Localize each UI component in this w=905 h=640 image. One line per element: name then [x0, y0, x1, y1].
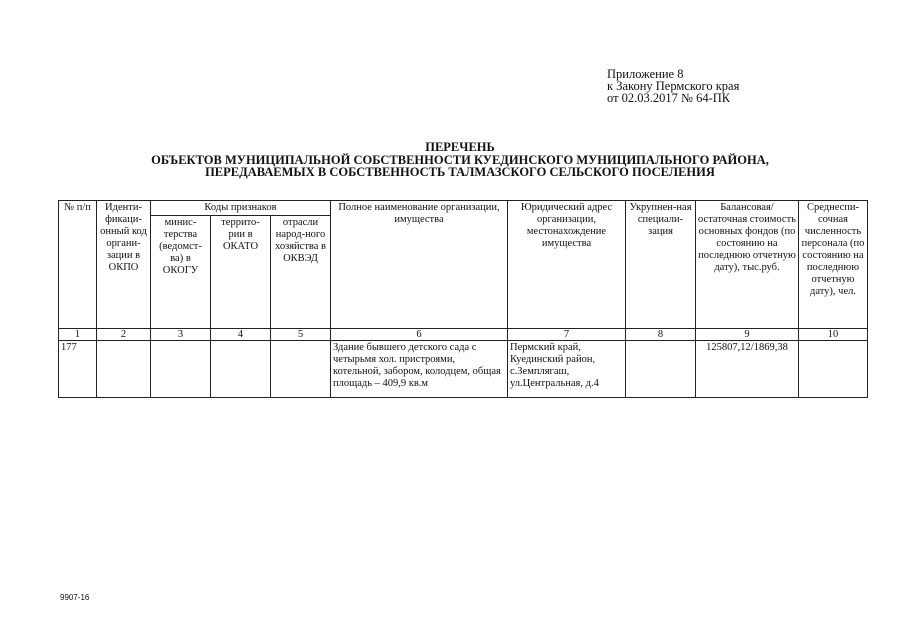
col-num-7: 7	[508, 329, 626, 341]
cell-okato	[211, 341, 271, 398]
header-specialization: Укрупнен-ная специали-зация	[626, 201, 696, 329]
cell-address: Пермский край, Куединский район, с.Земплягаш, ул.Центральная, д.4	[508, 341, 626, 398]
appendix-line-1: Приложение 8	[607, 67, 684, 81]
cell-name: Здание бывшего детского сада с четырьмя хол. пристроями, котельной, забором, колодцем, общая площадь – 409,9 кв.м	[331, 341, 508, 398]
header-okogu: минис-терства (ведомст-ва) в ОКОГУ	[151, 216, 211, 329]
col-num-10: 10	[799, 329, 868, 341]
appendix-line-3: от 02.03.2017 № 64-ПК	[607, 91, 731, 105]
header-name: Полное наименование организации, имущества	[331, 201, 508, 329]
cell-number: 177	[59, 341, 97, 398]
document-title	[60, 141, 860, 179]
cell-okpo	[97, 341, 151, 398]
property-table	[58, 200, 868, 398]
cell-okved	[271, 341, 331, 398]
col-num-2: 2	[97, 329, 151, 341]
header-okpo: Иденти-фикаци-онный код органи-зации в ОКПО	[97, 201, 151, 329]
table-row	[59, 341, 868, 398]
header-okato: террито-рии в ОКАТО	[211, 216, 271, 329]
header-row	[59, 201, 868, 216]
title-line-1: ПЕРЕЧЕНЬ	[425, 140, 495, 154]
col-num-5: 5	[271, 329, 331, 341]
col-num-6: 6	[331, 329, 508, 341]
col-num-3: 3	[151, 329, 211, 341]
column-number-row	[59, 329, 868, 341]
cell-staff	[799, 341, 868, 398]
col-num-9: 9	[696, 329, 799, 341]
title-line-3: ПЕРЕДАВАЕМЫХ В СОБСТВЕННОСТЬ ТАЛМАЗСКОГО СЕЛЬСКОГО ПОСЕЛЕНИЯ	[205, 165, 715, 179]
header-value: Балансовая/ остаточная стоимость основных фондов (по состоянию на последнюю отчетную дату), тыс.руб.	[696, 201, 799, 329]
title-line-2: ОБЪЕКТОВ МУНИЦИПАЛЬНОЙ СОБСТВЕННОСТИ КУЕДИНСКОГО МУНИЦИПАЛЬНОГО РАЙОНА,	[151, 152, 769, 167]
header-number: № п/п	[59, 201, 97, 329]
cell-okogu	[151, 341, 211, 398]
header-codes-group: Коды признаков	[151, 201, 331, 216]
cell-specialization	[626, 341, 696, 398]
col-num-4: 4	[211, 329, 271, 341]
col-num-1: 1	[59, 329, 97, 341]
appendix-line-2: к Закону Пермского края	[607, 79, 740, 93]
header-okved: отрасли народ-ного хозяйства в ОКВЭД	[271, 216, 331, 329]
footer-code: 9907-16	[60, 593, 90, 602]
col-num-8: 8	[626, 329, 696, 341]
header-staff: Среднеспи-сочная численность персонала (по состоянию на последнюю отчетную дату), чел.	[799, 201, 868, 329]
header-address: Юридический адрес организации, местонахождение имущества	[508, 201, 626, 329]
appendix-note	[607, 68, 739, 104]
cell-value: 125807,12/1869,38	[696, 341, 799, 398]
